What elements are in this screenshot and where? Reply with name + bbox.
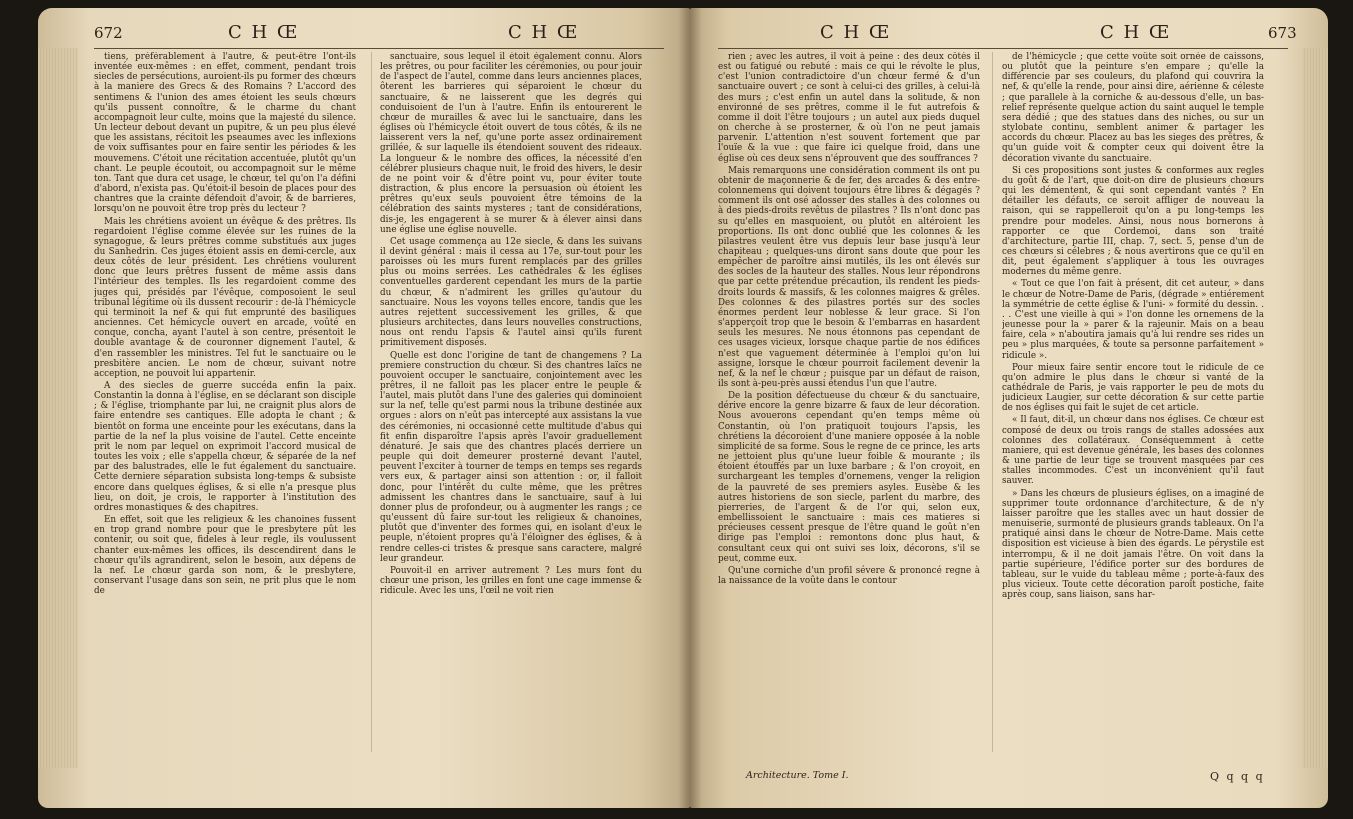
paragraph: Mais les chrétiens avoient un évêque & des prêtres. Ils regardoient l'église comme élevée sur les ruines de la synagogue, & leurs prêtres comme substitués aux juges du Sanhedrin. Ces juges étoient assis en demi-cercle, aux deux côtés de leur président. Les chrétiens voulurent donc que leurs prêtres fussent de même assis dans l'intérieur des temples. Ils les regardoient comme des juges qui, présidés par l'évêque, composoient le seul tribunal légitime où ils dussent recourir : de-là l'hémicycle qui terminoit la nef & qui fut emprunté des basiliques anciennes. Cet hémicycle ouvert en arcade, voûté en conque, concha, ayant l'autel à son centre, présentoit le double avantage & de couronner dignement l'autel, & d'en rassembler les ministres. Tel fut le sanctuaire ou le presbitère ancien. Le nom de chœur, suivant notre acception, ne pouvoit lui appartenir. bbox=[94, 216, 356, 379]
paragraph: Cet usage commença au 12e siecle, & dans les suivans il devint général : mais il cessa au 17e, sur-tout pour les paroisses où les murs furent remplacés par des grilles plus ou moins serrées. Les cathédrales & les églises conventuelles garderent cependant les murs de la partie du chœur, & n'admirent les grilles qu'autour du sanctuaire. Nous les voyons telles encore, tandis que les autres rejettent successivement les grilles, & que plusieurs architectes, dans leurs nouvelles constructions, nous ont rendu l'apsis & l'autel ainsi qu'ils furent primitivement disposés. bbox=[380, 236, 642, 349]
book-gutter bbox=[678, 8, 702, 808]
right-page bbox=[690, 8, 1328, 808]
paragraph: Pour mieux faire sentir encore tout le ridicule de ce qu'on admire le plus dans le chœur si vanté de la cathédrale de Paris, je vais rapporter le peu de mots du judicieux Laugier, sur cette décoration & sur cette partie de nos églises qui fait le sujet de cet article. bbox=[1002, 362, 1264, 414]
paragraph: de l'hémicycle ; que cette voûte soit ornée de caissons, ou plutôt que la peinture s'en empare ; qu'elle la différencie par ses couleurs, du plafond qui couvrira la nef, & qu'elle la rende, pour ainsi dire, aérienne & céleste ; que parallele à la corniche & au-dessous d'elle, un bas-relief représente quelque action du saint auquel le temple sera dédié ; que des statues dans des niches, ou sur un stylobate continu, semblent animer & partager les accords du chœur. Placez au bas les sieges des prêtres, & qu'un guide voit & compter ceux qui doivent être la décoration vivante du sanctuaire. bbox=[1002, 52, 1264, 164]
left-page bbox=[38, 8, 690, 808]
paragraph: Quelle est donc l'origine de tant de changemens ? La premiere construction du chœur. Si des chantres laïcs ne pouvoient occuper le sanctuaire, conjointement avec les prêtres, il ne falloit pas les placer entre le peuple & l'autel, mais plutôt dans l'une des galeries qui dominoient sur la nef, telle qu'est parmi nous la tribune destinée aux orgues : alors on n'eût pas intercepté aux assistans la vue des cérémonies, ni occasionné cette multitude d'abus qui fit enfin disparoître l'apsis après l'avoir graduellement dénaturé. Je sais que des chantres placés derriere un peuple qui doit demeurer prosterné devant l'autel, peuvent l'exciter à tourner de temps en temps ses regards vers eux, & partager ainsi son attention : or, il falloit donc, pour l'intérêt du culte même, que les prêtres admissent les chantres dans le sanctuaire, sauf à lui donner plus de profondeur, ou à augmenter les rangs ; ce qu'eussent dû faire sur-tout les religieux & chanoines, plutôt que d'inventer des formes qui, en isolant d'eux le peuple, n'étoient propres qu'à l'éloigner des églises, & à rendre celles-ci tristes & presque sans caractere, malgré leur grandeur. bbox=[380, 350, 642, 564]
text-column-2 bbox=[380, 52, 642, 782]
paragraph: « Tout ce que l'on fait à présent, dit cet auteur, » dans le chœur de Notre-Dame de Paris, (dégrade » entiérement la symmétrie de cette église & l'uni- » formité du dessin. . . . C'est une vieille à qui » l'on donne les ornemens de la jeunesse pour la » parer & la rajeunir. Mais on a beau faire, cela » n'aboutira jamais qu'à lui rendre ses rides un peu » plus marquées, & toute sa personne parfaitement » ridicule ». bbox=[1002, 279, 1264, 361]
text-column-2 bbox=[1002, 52, 1264, 764]
paragraph: tiens, préférablement à l'autre, & peut-être l'ont-ils inventée eux-mêmes : en effet, comment, pendant trois siecles de persécutions, auroient-ils pu former des chœurs à la maniere des Grecs & des Romains ? L'accord des sentimens & l'union des ames étoient les seuls chœurs qu'ils pussent connoître, & le charme du chant accompagnoit leur culte, moins que la majesté du silence. Un lecteur debout devant un pupitre, & un peu plus élevé que les assistans, récitoit les pseaumes avec les inflexions de voix suffisantes pour en faire sentir les périodes & les mouvemens. C'étoit une récitation accentuée, plutôt qu'un chant. Le peuple écoutoit, ou accompagnoit sur le même ton. Tant que dura cet usage, le chœur, tel qu'on l'a défini d'abord, n'exista pas. Qu'étoit-il besoin de places pour des chantres que la crainte défendoit d'avoir, & de barrieres, lorsqu'on ne pouvoit être trop près du lecteur ? bbox=[94, 52, 356, 215]
paragraph: De la position défectueuse du chœur & du sanctuaire, dérive encore la genre bizarre & faux de leur décoration. Nous avouerons cependant qu'en temps même où Constantin, où l'on pratiquoit toujours l'apsis, les chrétiens la décoroient d'une maniere opposée à la noble simplicité de sa forme. Sous le regne de ce prince, les arts ne jettoient plus qu'une lueur foible & mourante ; ils étoient étouffés par un luxe barbare ; & l'on croyoit, en surchargeant les temples d'ornemens, venger la religion de la pauvreté de ses premiers asyles. Eusèbe & les autres historiens de son siecle, parlent du marbre, des pierreries, de l'argent & de l'or qui, selon eux, embellissoient le sanctuaire : mais ces matieres si précieuses cessent presque de l'être quand le goût n'en dirige pas l'emploi : remontons donc plus haut, & consultant ceux qui ont suivi ses loix, décorons, s'il se peut, comme eux. bbox=[718, 391, 980, 564]
paragraph: Si ces propositions sont justes & conformes aux regles du goût & de l'art, que doit-on dire de plusieurs chœurs qui les démentent, & qui sont cependant vantés ? En détailler les défauts, ce seroit affliger de nouveau la raison, qui se rappelleroit qu'on a pu long-temps les prendre pour modeles. Ainsi, nous nous bornerons à rapporter ce que Cordemoi, dans son traité d'architecture, partie III, chap. 7, sect. 5, pense d'un de ces chœurs si célebres ; & nous avertirons que ce qu'il en dit, peut également s'appliquer à tous les ouvrages modernes du même genre. bbox=[1002, 165, 1264, 278]
running-head: C H Œ bbox=[1100, 22, 1172, 43]
page-number: 672 bbox=[94, 24, 123, 42]
text-column-1 bbox=[94, 52, 356, 782]
header-rule bbox=[718, 48, 1288, 49]
paragraph: rien ; avec les autres, il voit à peine : des deux côtés il est ou fatigué ou rebuté : mais ce qui le révolte le plus, c'est l'union contradictoire d'un chœur fermé & d'un sanctuaire ouvert ; ce sont à celui-ci des grilles, à celui-là des murs ; c'est enfin un autel dans la solitude, & non environné de ses prêtres, comme il le fut autrefois & comme il doit l'être toujours ; un autel aux pieds duquel on cherche à se prosterner, & où l'on ne peut jamais parvenir. L'attention n'est souvent fortement que par l'ouïe & la vue : que faire ici quelque froid, dans une église où ces deux sens n'éprouvent que des souffrances ? bbox=[718, 52, 980, 164]
running-head: C H Œ bbox=[228, 22, 300, 43]
column-divider bbox=[371, 52, 372, 752]
paragraph: » Dans les chœurs de plusieurs églises, on a imaginé de supprimer toute ordonnance d'architecture, & de n'y laisser paroître que les stalles avec un haut dossier de menuiserie, surmonté de plusieurs grands tableaux. On l'a pratiqué ainsi dans le chœur de Notre-Dame. Mais cette disposition est vicieuse à bien des égards. Le pérystile est interrompu, & il ne doit jamais l'être. On voit dans la partie supérieure, l'édifice porter sur des bordures de tableau, sur le vuide du tableau même ; porte-à-faux des plus vicieux. Toute cette décoration paroît postiche, faite après coup, sans liaison, sans har- bbox=[1002, 488, 1264, 601]
paragraph: « Il faut, dit-il, un chœur dans nos églises. Ce chœur est composé de deux ou trois rangs de stalles adossées aux colonnes des collatéraux. Conséquemment à cette maniere, qui est devenue générale, les bases des colonnes & une partie de leur tige se trouvent masquées par ces stalles incommodes. C'est un inconvénient qu'il faut sauver. bbox=[1002, 415, 1264, 487]
paragraph: A des siecles de guerre succéda enfin la paix. Constantin la donna à l'église, en se déclarant son disciple ; & l'église, triomphante par lui, ne craignit plus alors de faire entendre ses cantiques. Elle adopta le chant ; & bientôt on forma une enceinte pour les exécutans, dans la partie de la nef la plus voisine de l'autel. Cette enceinte prit le nom par lequel on exprimoit l'accord musical de toutes les voix ; elle s'appella chœur, & séparée de la nef par des balustrades, elle le fut également du sanctuaire. Cette derniere séparation subsista long-temps & subsiste encore dans quelques églises, & si elle n'a presque plus lieu, on doit, je crois, le rapporter à l'institution des ordres monastiques & des chapitres. bbox=[94, 381, 356, 513]
signature-mark: Q q q q bbox=[1210, 770, 1265, 783]
running-head: C H Œ bbox=[820, 22, 892, 43]
paragraph: Pouvoit-il en arriver autrement ? Les murs font du chœur une prison, les grilles en font une cage immense & ridicule. Avec les uns, l'œil ne voit rien bbox=[380, 565, 642, 597]
footer-note: Architecture. Tome I. bbox=[746, 770, 849, 781]
paragraph: En effet, soit que les religieux & les chanoines fussent en trop grand nombre pour que le presbytere pût les contenir, ou soit que, fideles à leur regle, ils voulussent chanter eux-mêmes les offices, ils descendirent dans le chœur qu'ils agrandirent, selon le besoin, aux dépens de la nef. Le chœur garda son nom, & le presbytere, conservant l'usage dans son sein, ne prit plus que le nom de bbox=[94, 515, 356, 597]
paragraph: sanctuaire, sous lequel il étoit également connu. Alors les prêtres, ou pour faciliter les cérémonies, ou pour jouir de l'aspect de l'autel, comme dans leurs anciennes places, ôterent les barrieres qui séparoient le chœur du sanctuaire, & ne laisserent que les degrés qui conduisoient de l'un à l'autre. Enfin ils entourerent le chœur de murailles & avec lui le sanctuaire, dans les églises où l'hémicycle étoit ouvert de tous côtés, & ils ne laisserent vers la nef, qu'une porte assez ordinairement grillée, & sur laquelle ils étendoient souvent des rideaux. La longueur & le nombre des offices, la nécessité d'en célébrer plusieurs chaque nuit, le froid des hivers, le desir de ne point voir & d'être point vu, pour éviter toute distraction, & plus encore la persuasion où étoient les prêtres qu'eux seuls pouvoient être témoins de la célébration des saints mysteres ; tant de considérations, dis-je, les engagerent à se murer & à élever ainsi dans une église une église nouvelle. bbox=[380, 52, 642, 235]
open-book bbox=[38, 8, 1328, 808]
page-number: 673 bbox=[1268, 24, 1297, 42]
paragraph: Qu'une corniche d'un profil sévere & prononcé regne à la naissance de la voûte dans le contour bbox=[718, 565, 980, 586]
page-edges-right bbox=[1302, 48, 1328, 768]
column-divider bbox=[992, 52, 993, 752]
page-edges-left bbox=[38, 48, 78, 768]
paragraph: Mais remarquons une considération comment ils ont pu obtenir de maçonnerie & de fer, des arcades & des entre-colonnemens qui doivent toujours être libres & dégagés ? comment ils ont osé adosser des stalles à des colonnes ou à des pieds-droits revêtus de pilastres ? Ils n'ont donc pas su qu'elles en masquoient, ou plutôt en altéroient les proportions. Ils ont donc oublié que les colonnes & les pilastres veulent être vus depuis leur base jusqu'à leur chapiteau ; quelques-uns diront sans doute que pour les empêcher de paroître ainsi mutilés, ils les ont élevés sur des socles de la hauteur des stalles. Nous leur répondrons que par cette prétendue précaution, ils rendent les pieds-droits lourds & massifs, & les colonnes maigres & grêles. Des colonnes & des pilastres portés sur des socles énormes perdent leur noblesse & leur grace. Si l'on s'apperçoit trop que le besoin & l'embarras en hasardent seuls les mesures. Ne nous étonnons pas cependant de ces usages vicieux, lorsque chaque partie de nos édifices n'est que vaguement déterminée à l'emploi qu'on lui assigne, lorsque le chœur pourroit facilement devenir la nef, & la nef le chœur ; puisque par un défaut de raison, ils sont à-peu-près aussi étendus l'un que l'autre. bbox=[718, 165, 980, 389]
running-head: C H Œ bbox=[508, 22, 580, 43]
text-column-1 bbox=[718, 52, 980, 764]
header-rule bbox=[94, 48, 664, 49]
